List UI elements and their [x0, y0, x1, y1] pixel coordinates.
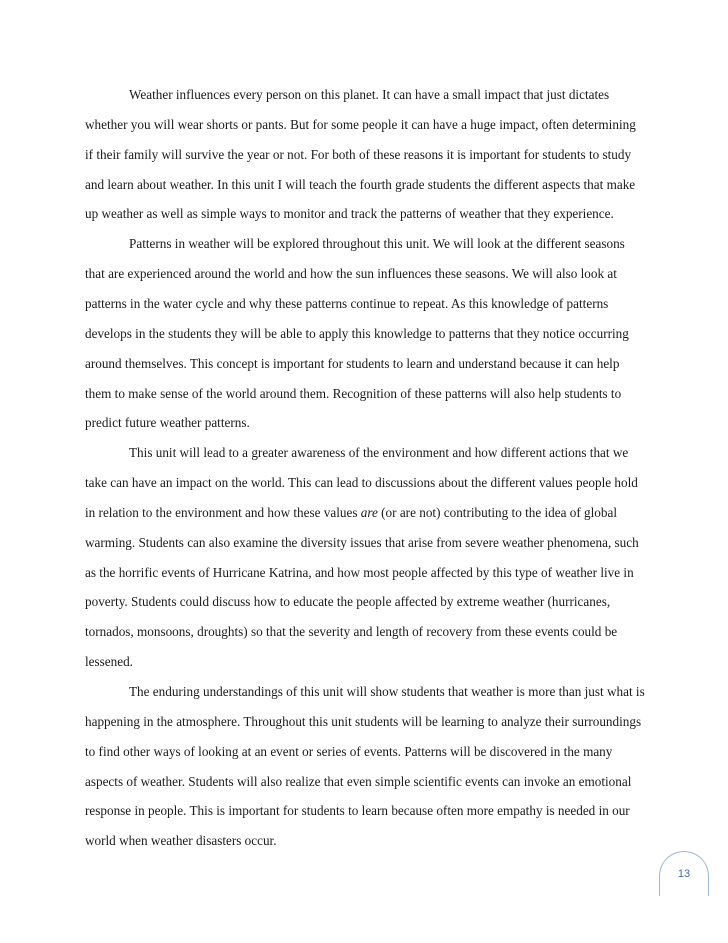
text-line: world when weather disasters occur. [85, 833, 277, 848]
text-line: patterns in the water cycle and why these patterns continue to repeat. As this knowledge of patterns [85, 296, 609, 311]
emphasized-word: are [360, 505, 378, 520]
text-line: whether you will wear shorts or pants. But for some people it can have a huge impact, often determining [85, 117, 636, 132]
text-line: response in people. This is important for students to learn because often more empathy is needed in our [85, 803, 630, 818]
text-line: and learn about weather. In this unit I will teach the fourth grade students the different aspects that make [85, 177, 636, 192]
text-line: take can have an impact on the world. This can lead to discussions about the different values people hold [85, 475, 638, 490]
text-line: happening in the atmosphere. Throughout this unit students will be learning to analyze their surroundings [85, 714, 642, 729]
text-line: poverty. Students could discuss how to educate the people affected by extreme weather (hurricanes, [85, 594, 611, 609]
text-line: lessened. [85, 654, 133, 669]
text-line: tornados, monsoons, droughts) so that the severity and length of recovery from these events could be [85, 624, 618, 639]
paragraph-first-line: This unit will lead to a greater awareness of the environment and how different actions that we [129, 445, 629, 460]
page-number: 13 [677, 868, 691, 880]
text-line: if their family will survive the year or not. For both of these reasons it is important for students to study [85, 147, 632, 162]
text-line: as the horrific events of Hurricane Katrina, and how most people affected by this type of weather live in [85, 565, 634, 580]
text-line: predict future weather patterns. [85, 415, 250, 430]
paragraph-first-line: Patterns in weather will be explored throughout this unit. We will look at the different seasons [129, 236, 625, 251]
text-line: that are experienced around the world and how the sun influences these seasons. We will also look at [85, 266, 617, 281]
text-line: develops in the students they will be able to apply this knowledge to patterns that they notice occurring [85, 326, 629, 341]
paragraph-first-line: Weather influences every person on this planet. It can have a small impact that just dictates [129, 87, 610, 102]
text-line: around themselves. This concept is important for students to learn and understand because it can help [85, 356, 620, 371]
page-number-badge [659, 851, 709, 896]
text-line: them to make sense of the world around them. Recognition of these patterns will also help students to [85, 386, 622, 401]
text-line: to find other ways of looking at an event or series of events. Patterns will be discovered in the many [85, 744, 613, 759]
text-line: aspects of weather. Students will also realize that even simple scientific events can invoke an emotional [85, 774, 632, 789]
text-line: in relation to the environment and how these values are (or are not) contributing to the idea of global [85, 505, 617, 520]
text-line: warming. Students can also examine the diversity issues that arise from severe weather phenomena, such [85, 535, 639, 550]
paragraph-first-line: The enduring understandings of this unit will show students that weather is more than just what is [129, 684, 645, 699]
text-line: up weather as well as simple ways to monitor and track the patterns of weather that they experience. [85, 206, 614, 221]
